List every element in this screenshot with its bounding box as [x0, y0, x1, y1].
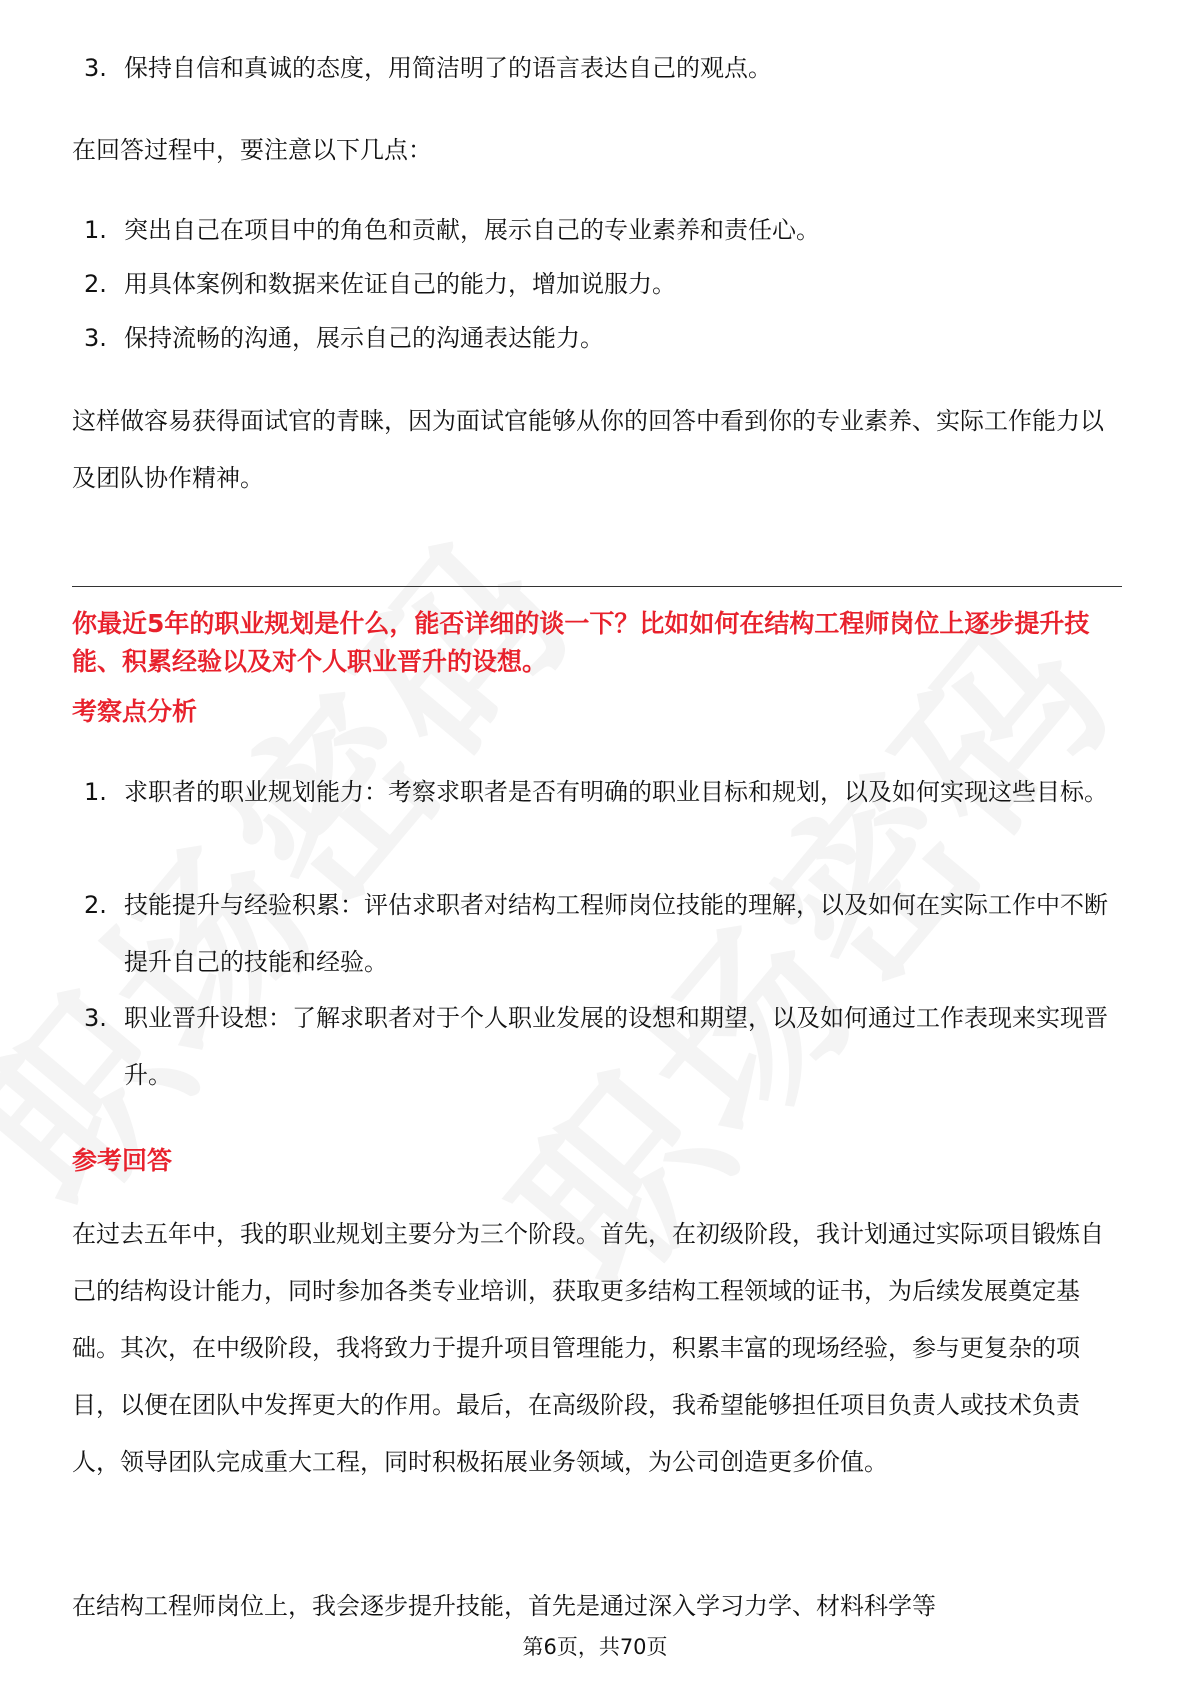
- list-number: 1.: [84, 778, 107, 806]
- list-item: [84, 310, 1114, 367]
- list-item: [84, 877, 1114, 991]
- list-text: 求职者的职业规划能力：考察求职者是否有明确的职业目标和规划，以及如何实现这些目标。: [124, 778, 1108, 806]
- list-number: 3.: [84, 324, 107, 352]
- section-divider: [72, 586, 1122, 587]
- list-text: 保持流畅的沟通，展示自己的沟通表达能力。: [124, 324, 604, 352]
- list-number: 3.: [84, 1004, 107, 1032]
- list-text: 用具体案例和数据来佐证自己的能力，增加说服力。: [124, 270, 676, 298]
- list-text: 保持自信和真诚的态度，用简洁明了的语言表达自己的观点。: [124, 54, 772, 82]
- answer-paragraph: 在结构工程师岗位上，我会逐步提升技能，首先是通过深入学习力学、材料科学等: [72, 1592, 936, 1620]
- list-item: [84, 40, 1114, 97]
- intro-paragraph: 在回答过程中，要注意以下几点：: [72, 136, 432, 164]
- page-footer: 第6页，共70页: [522, 1635, 668, 1659]
- list-text: 职业晋升设想：了解求职者对于个人职业发展的设想和期望，以及如何通过工作表现来实现晋升。: [124, 1004, 1108, 1089]
- list-number: 2.: [84, 891, 107, 919]
- analysis-heading: 考察点分析: [72, 697, 198, 726]
- list-text: 突出自己在项目中的角色和贡献，展示自己的专业素养和责任心。: [124, 216, 820, 244]
- conclusion-paragraph: 这样做容易获得面试官的青睐，因为面试官能够从你的回答中看到你的专业素养、实际工作能力以及团队协作精神。: [72, 407, 1104, 492]
- list-item: [84, 202, 1114, 259]
- list-item: [84, 990, 1114, 1104]
- list-number: 3.: [84, 54, 107, 82]
- question-heading: 你最近5年的职业规划是什么，能否详细的谈一下？比如如何在结构工程师岗位上逐步提升技能、积累经验以及对个人职业晋升的设想。: [72, 609, 1090, 676]
- answer-paragraph: 在过去五年中，我的职业规划主要分为三个阶段。首先，在初级阶段，我计划通过实际项目锻炼自己的结构设计能力，同时参加各类专业培训，获取更多结构工程领域的证书，为后续发展奠定基础。其次，在中级阶段，我将致力于提升项目管理能力，积累丰富的现场经验，参与更复杂的项目，以便在团队中发挥更大的作用。最后，在高级阶段，我希望能够担任项目负责人或技术负责人，领导团队完成重大工程，同时积极拓展业务领域，为公司创造更多价值。: [72, 1220, 1104, 1476]
- list-number: 1.: [84, 216, 107, 244]
- list-item: [84, 764, 1114, 821]
- list-text: 技能提升与经验积累：评估求职者对结构工程师岗位技能的理解，以及如何在实际工作中不断提升自己的技能和经验。: [124, 891, 1108, 976]
- list-item: [84, 256, 1114, 313]
- list-number: 2.: [84, 270, 107, 298]
- answer-heading: 参考回答: [72, 1146, 173, 1175]
